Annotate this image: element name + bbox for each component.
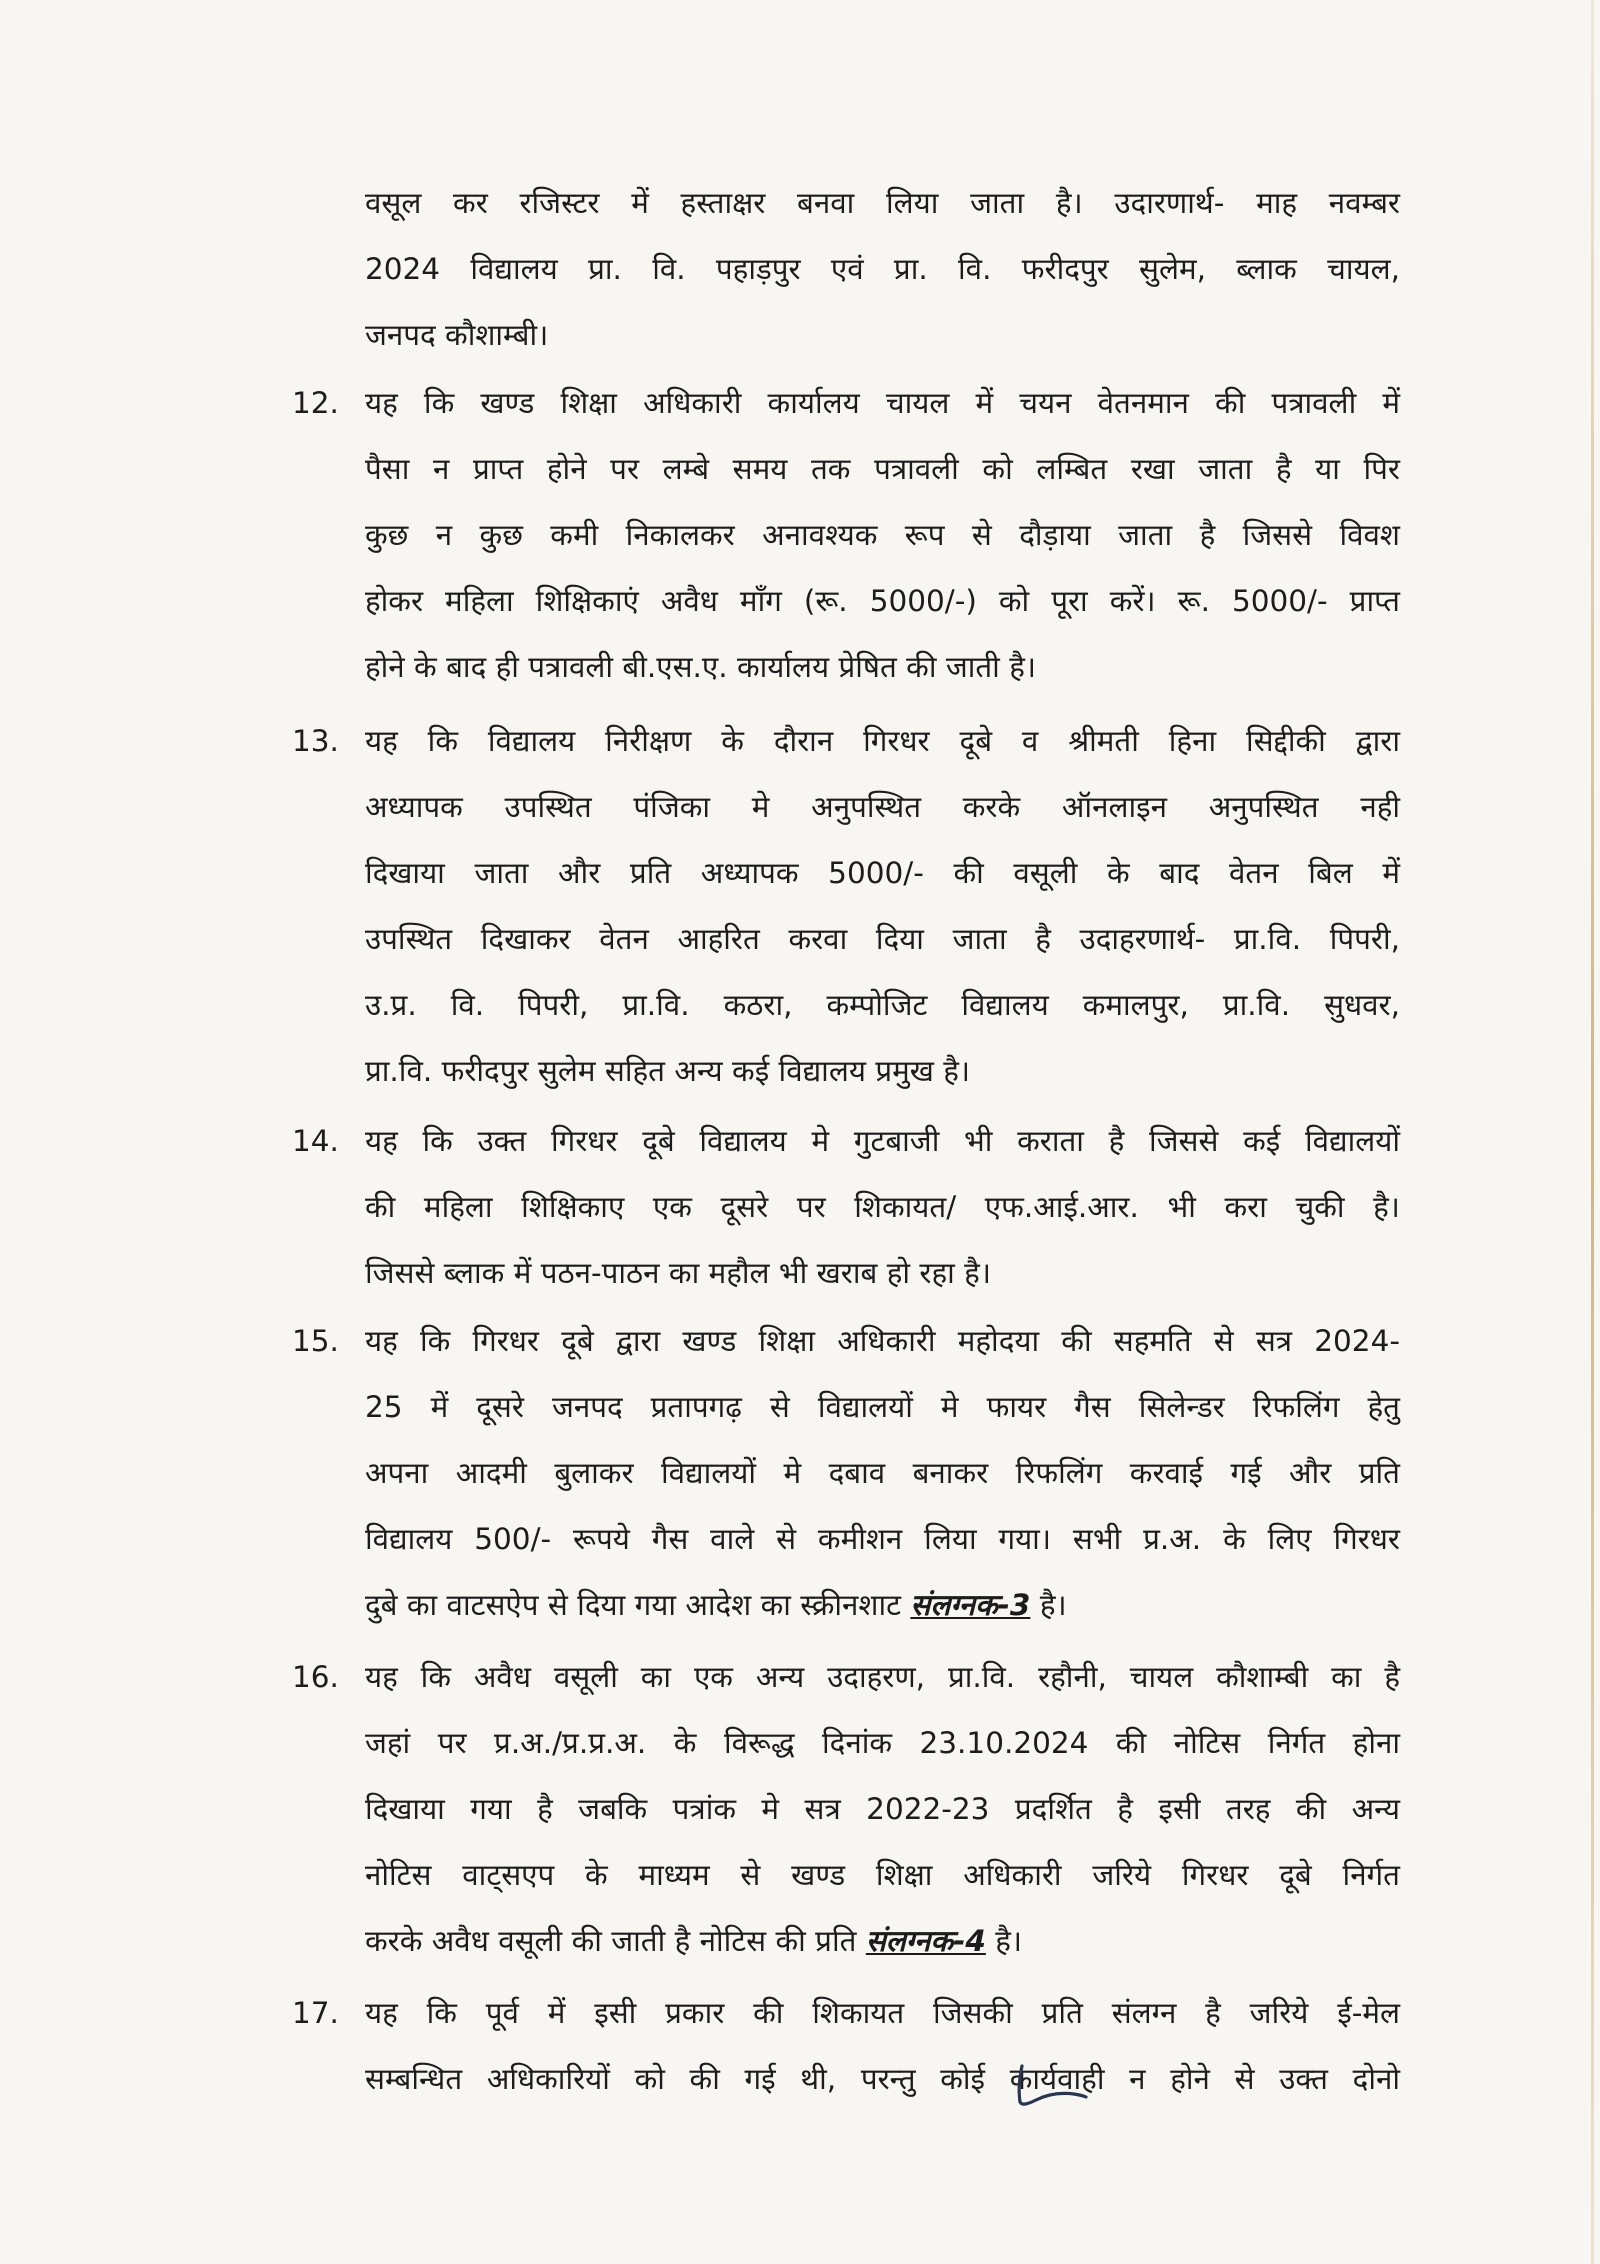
text-segment: दुबे का वाटसऐप से दिया गया आदेश का स्क्रीनशाट bbox=[365, 1588, 901, 1622]
text-line: नोटिस वाट्सएप के माध्यम से खण्ड शिक्षा अधिकारी जरिये गिरधर दूबे निर्गत bbox=[365, 1858, 1400, 1892]
text-line: विद्यालय 500/- रूपये गैस वाले से कमीशन लिया गया। सभी प्र.अ. के लिए गिरधर bbox=[365, 1522, 1400, 1556]
text-segment: करके अवैध वसूली की जाती है नोटिस की प्रति bbox=[365, 1924, 857, 1958]
text-line: यह कि उक्त गिरधर दूबे विद्यालय मे गुटबाजी भी कराता है जिससे कई विद्यालयों bbox=[365, 1124, 1400, 1158]
annexure-reference: संलग्नक-3 bbox=[910, 1588, 1031, 1622]
text-line: यह कि पूर्व में इसी प्रकार की शिकायत जिसकी प्रति संलग्न है जरिये ई-मेल bbox=[365, 1996, 1400, 2030]
text-segment: है। bbox=[995, 1924, 1023, 1958]
text-line: यह कि गिरधर दूबे द्वारा खण्ड शिक्षा अधिकारी महोदया की सहमति से सत्र 2024- bbox=[365, 1324, 1400, 1358]
paragraph-number: 16. bbox=[292, 1660, 339, 1694]
paragraph-number: 14. bbox=[292, 1124, 339, 1158]
text-line: उ.प्र. वि. पिपरी, प्रा.वि. कठरा, कम्पोजिट विद्यालय कमालपुर, प्रा.वि. सुधवर, bbox=[365, 988, 1400, 1022]
text-line bbox=[365, 1588, 1400, 1623]
text-line: यह कि विद्यालय निरीक्षण के दौरान गिरधर दूबे व श्रीमती हिना सिद्दीकी द्वारा bbox=[365, 724, 1400, 758]
paragraph-number: 15. bbox=[292, 1324, 339, 1358]
text-line: होने के बाद ही पत्रावली बी.एस.ए. कार्यालय प्रेषित की जाती है। bbox=[365, 650, 1037, 684]
text-line: अध्यापक उपस्थित पंजिका मे अनुपस्थित करके ऑनलाइन अनुपस्थित नही bbox=[365, 790, 1400, 824]
annexure-reference: संलग्नक-4 bbox=[865, 1924, 986, 1958]
text-line: उपस्थित दिखाकर वेतन आहरित करवा दिया जाता है उदाहरणार्थ- प्रा.वि. पिपरी, bbox=[365, 922, 1400, 956]
text-line: 25 में दूसरे जनपद प्रतापगढ़ से विद्यालयों मे फायर गैस सिलेन्डर रिफलिंग हेतु bbox=[365, 1390, 1400, 1424]
text-line: जहां पर प्र.अ./प्र.प्र.अ. के विरूद्ध दिनांक 23.10.2024 की नोटिस निर्गत होना bbox=[365, 1726, 1400, 1760]
paragraph-number: 13. bbox=[292, 724, 339, 758]
text-line: प्रा.वि. फरीदपुर सुलेम सहित अन्य कई विद्यालय प्रमुख है। bbox=[365, 1054, 971, 1088]
paragraph-number: 17. bbox=[292, 1996, 339, 2030]
text-line: दिखाया गया है जबकि पत्रांक मे सत्र 2022-23 प्रदर्शित है इसी तरह की अन्य bbox=[365, 1792, 1400, 1826]
text-segment: है। bbox=[1039, 1588, 1067, 1622]
text-line: पैसा न प्राप्त होने पर लम्बे समय तक पत्रावली को लम्बित रखा जाता है या पिर bbox=[365, 452, 1400, 486]
text-line: दिखाया जाता और प्रति अध्यापक 5000/- की वसूली के बाद वेतन बिल में bbox=[365, 856, 1400, 890]
text-line: 2024 विद्यालय प्रा. वि. पहाड़पुर एवं प्रा. वि. फरीदपुर सुलेम, ब्लाक चायल, bbox=[365, 252, 1400, 286]
text-line: जनपद कौशाम्बी। bbox=[365, 318, 549, 352]
text-line: सम्बन्धित अधिकारियों को की गई थी, परन्तु कोई कार्यवाही न होने से उक्त दोनो bbox=[365, 2062, 1400, 2096]
page-edge-shadow bbox=[1591, 0, 1594, 2264]
text-line: वसूल कर रजिस्टर में हस्ताक्षर बनवा लिया जाता है। उदारणार्थ- माह नवम्बर bbox=[365, 186, 1400, 220]
text-line: यह कि खण्ड शिक्षा अधिकारी कार्यालय चायल में चयन वेतनमान की पत्रावली में bbox=[365, 386, 1400, 420]
text-line: की महिला शिक्षिकाए एक दूसरे पर शिकायत/ एफ.आई.आर. भी करा चुकी है। bbox=[365, 1190, 1400, 1224]
paragraph-number: 12. bbox=[292, 386, 339, 420]
text-line: यह कि अवैध वसूली का एक अन्य उदाहरण, प्रा.वि. रहौनी, चायल कौशाम्बी का है bbox=[365, 1660, 1400, 1694]
text-line: होकर महिला शिक्षिकाएं अवैध माँग (रू. 5000/-) को पूरा करें। रू. 5000/- प्राप्त bbox=[365, 584, 1400, 618]
text-line bbox=[365, 1924, 1400, 1959]
text-line: जिससे ब्लाक में पठन-पाठन का महौल भी खराब हो रहा है। bbox=[365, 1256, 992, 1290]
handwritten-initials bbox=[1010, 2062, 1090, 2110]
text-line: अपना आदमी बुलाकर विद्यालयों मे दबाव बनाकर रिफलिंग करवाई गई और प्रति bbox=[365, 1456, 1400, 1490]
text-line: कुछ न कुछ कमी निकालकर अनावश्यक रूप से दौड़ाया जाता है जिससे विवश bbox=[365, 518, 1400, 552]
